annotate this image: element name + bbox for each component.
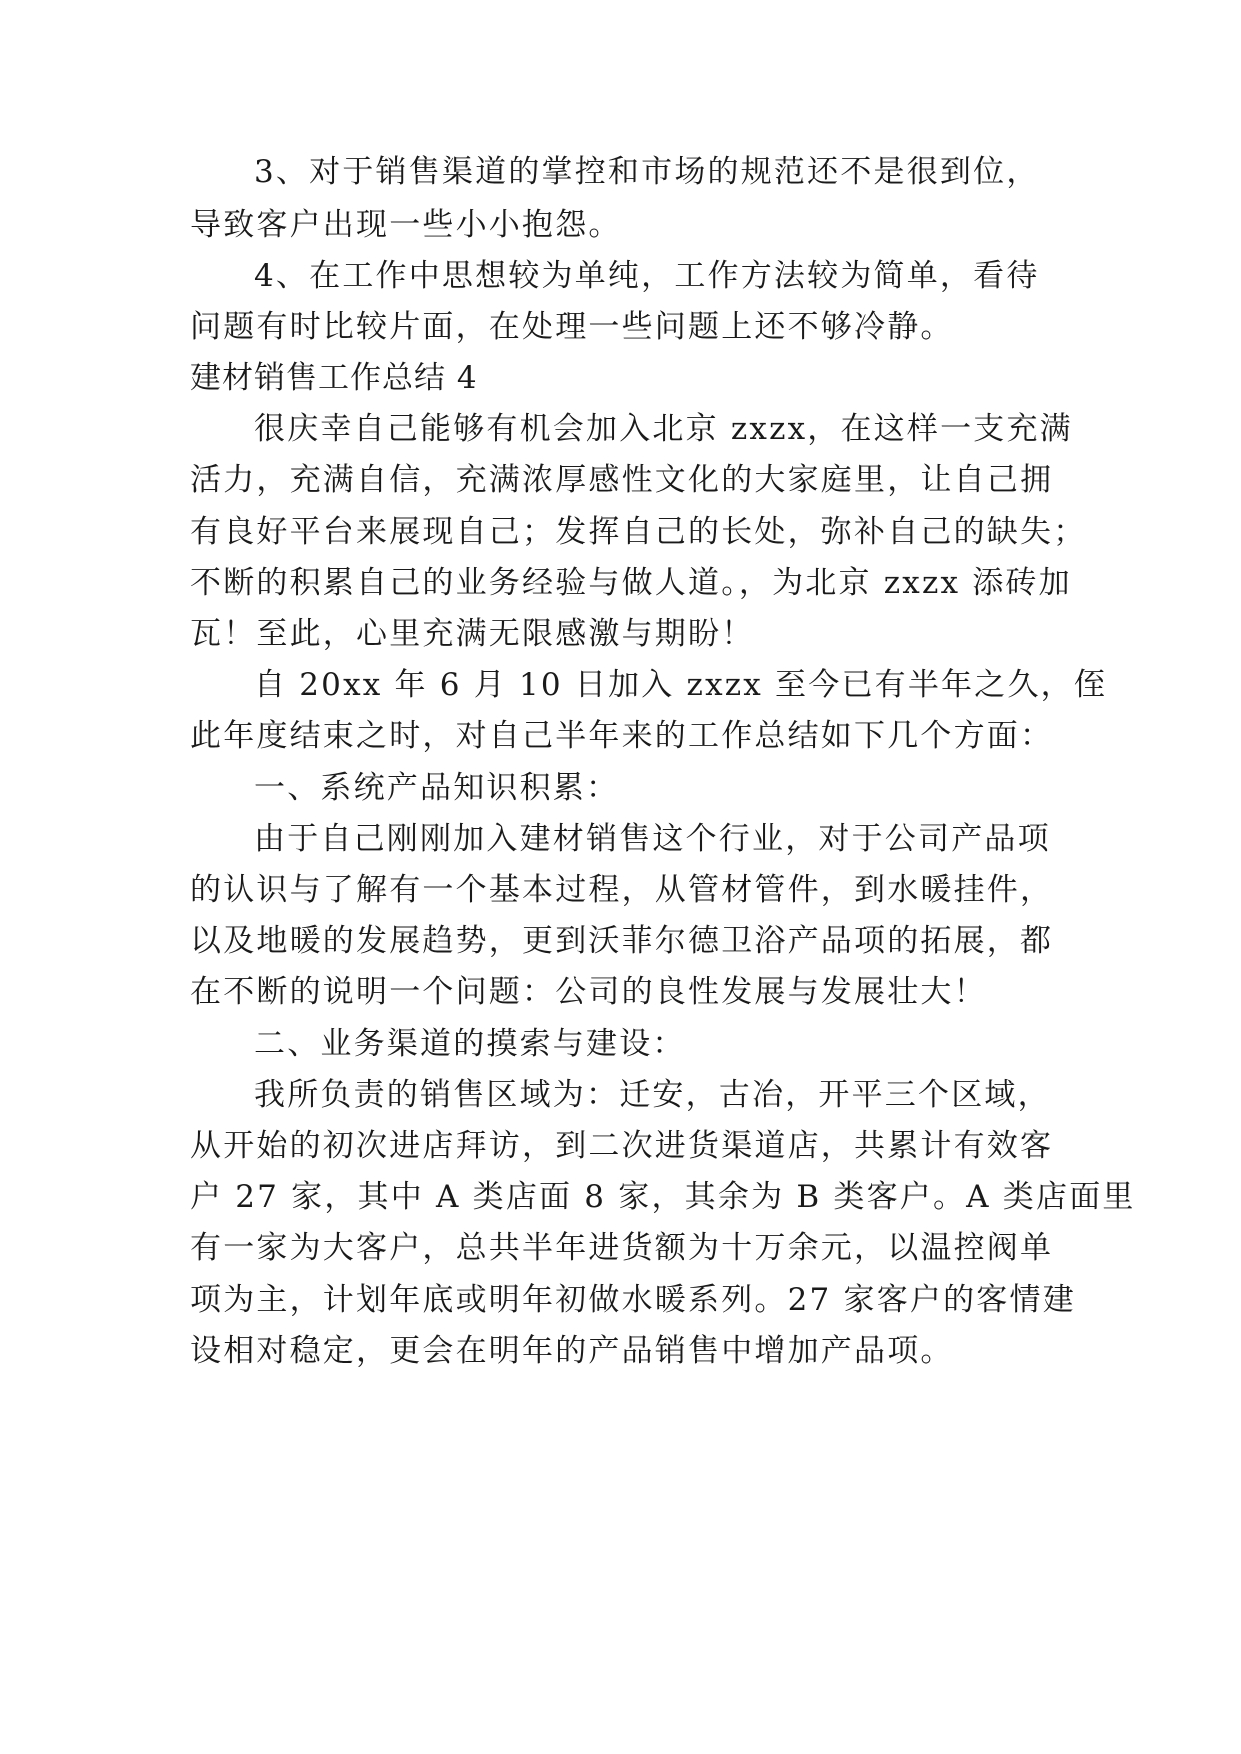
paragraph-line: 户 27 家，其中 A 类店面 8 家，其余为 B 类客户。A 类店面里 — [190, 1179, 1136, 1215]
paragraph-line: 很庆幸自己能够有机会加入北京 zxzx，在这样一支充满 — [254, 411, 1073, 447]
paragraph-line: 设相对稳定，更会在明年的产品销售中增加产品项。 — [190, 1333, 954, 1369]
paragraph-line: 导致客户出现一些小小抱怨。 — [190, 207, 622, 243]
section-heading: 建材销售工作总结 4 — [190, 360, 478, 396]
paragraph-line: 以及地暖的发展趋势，更到沃菲尔德卫浴产品项的拓展，都 — [190, 923, 1054, 959]
paragraph-line: 活力，充满自信，充满浓厚感性文化的大家庭里，让自己拥 — [190, 462, 1054, 498]
paragraph-line: 问题有时比较片面，在处理一些问题上还不够冷静。 — [190, 309, 954, 345]
subsection-heading: 二、业务渠道的摸索与建设： — [254, 1026, 686, 1062]
paragraph-line: 自 20xx 年 6 月 10 日加入 zxzx 至今已有半年之久，侄 — [254, 667, 1108, 703]
paragraph-line: 4、在工作中思想较为单纯，工作方法较为简单，看待 — [254, 258, 1040, 294]
paragraph-line: 此年度结束之时，对自己半年来的工作总结如下几个方面： — [190, 718, 1054, 754]
paragraph-line: 不断的积累自己的业务经验与做人道。，为北京 zxzx 添砖加 — [190, 565, 1072, 601]
subsection-heading: 一、系统产品知识积累： — [254, 770, 620, 806]
paragraph-line: 有一家为大客户，总共半年进货额为十万余元，以温控阀单 — [190, 1230, 1054, 1266]
paragraph-line: 有良好平台来展现自己；发挥自己的长处，弥补自己的缺失； — [190, 514, 1087, 550]
paragraph-line: 由于自己刚刚加入建材销售这个行业，对于公司产品项 — [254, 821, 1051, 857]
paragraph-line: 从开始的初次进店拜访，到二次进货渠道店，共累计有效客 — [190, 1128, 1054, 1164]
paragraph-line: 3、对于销售渠道的掌控和市场的规范还不是很到位， — [254, 154, 1040, 190]
paragraph-line: 项为主，计划年底或明年初做水暖系列。27 家客户的客情建 — [190, 1282, 1076, 1318]
paragraph-line: 的认识与了解有一个基本过程，从管材管件，到水暖挂件， — [190, 872, 1054, 908]
paragraph-line: 瓦！至此，心里充满无限感激与期盼！ — [190, 616, 755, 652]
paragraph-line: 我所负责的销售区域为：迁安，古冶，开平三个区域， — [254, 1077, 1051, 1113]
paragraph-line: 在不断的说明一个问题：公司的良性发展与发展壮大！ — [190, 974, 987, 1010]
